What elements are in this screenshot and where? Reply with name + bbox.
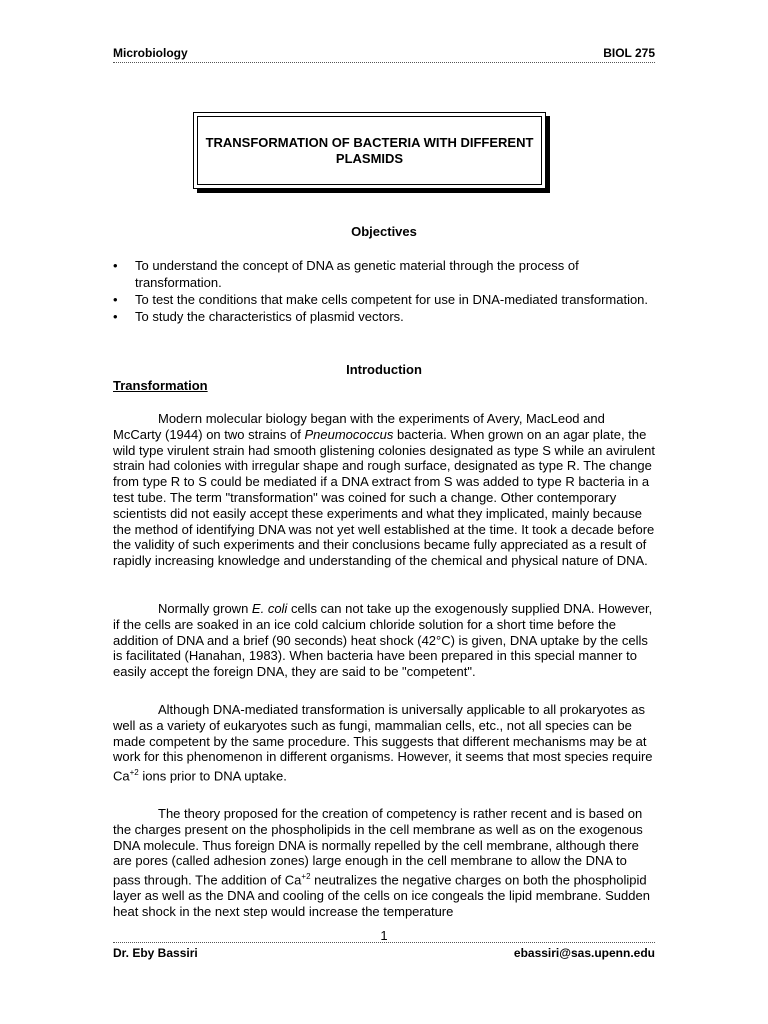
list-item-text: To understand the concept of DNA as genetic material through the process of transformation. (135, 258, 579, 290)
page-footer (113, 942, 655, 959)
paragraph-3: Although DNA-mediated transformation is universally applicable to all prokaryotes as well as a variety of eukaryotes such as fungi, mammalian cells, etc., not all species can be made competent by the same procedure. This suggests that different mechanisms may be at work for this phenomenon in different organisms. However, it seems that most species require $Ca^{+2}$ ions prior to DNA uptake. (113, 702, 653, 784)
paragraph-4: The theory proposed for the creation of competency is rather recent and is based on the charges present on the phospholipids in the cell membrane as well as on the exogenous DNA molecule. Thus foreign DNA is normally repelled by the cell membrane, although there are pores (called adhesion zones) large enough in the cell membrane to allow the DNA to pass through. The addition of $Ca^{+2}$ neutralizes the negative charges on both the phospholipid layer as well as the DNA and cooling of the cells on ice congeals the lipid membrane. Sudden heat shock in the next step would increase the temperature (113, 806, 650, 920)
paragraph-1: Modern molecular biology began with the experiments of Avery, MacLeod and McCarty (1944) on two strains of Pneumococcus bacteria. When grown on an agar plate, the wild type virulent strain had smooth glistening colonies designated as type S while an avirulent strain had colonies with irregular shape and rough surface, designated as type R. The change from type R to S could be mediated if a DNA extract from S was added to type R bacteria in a test tube. The term "transformation" was coined for such a change. Other contemporary scientists did not easily accept these experiments and what they implicated, mainly because the method of identifying DNA was not yet well established at the time. It took a decade before the validity of such experiments and their conclusions became fully appreciated as a result of rapidly increasing knowledge and understanding of the chemical and physical nature of DNA. (113, 411, 655, 569)
bullet-icon: • (113, 309, 118, 324)
paragraph-2: Normally grown E. coli cells can not take up the exogenously supplied DNA. However, if the cells are soaked in an ice cold calcium chloride solution for a short time before the addition of DNA and a brief (90 seconds) heat shock (42°C) is given, DNA uptake by the cells is facilitated (Hanahan, 1983). When bacteria have been prepared in this special manner to easily accept the foreign DNA, they are said to be "competent". (113, 601, 653, 680)
footer-email: ebassiri@sas.upenn.edu (513, 946, 655, 960)
page-header (113, 46, 655, 63)
header-course-code: BIOL 275 (603, 46, 655, 60)
list-item (113, 308, 655, 325)
page-number: 1 (380, 928, 388, 943)
header-course-name: Microbiology (113, 46, 188, 60)
transformation-subheading: Transformation (113, 378, 208, 393)
introduction-heading: Introduction (346, 362, 422, 377)
title-box (193, 112, 546, 189)
objectives-heading: Objectives (351, 224, 417, 239)
document-title: TRANSFORMATION OF BACTERIA WITH DIFFERENT PLASMIDS (205, 134, 534, 166)
ion-charge: +2 (301, 872, 311, 882)
list-item-text: To study the characteristics of plasmid vectors. (135, 309, 404, 324)
list-item (113, 291, 655, 308)
footer-author: Dr. Eby Bassiri (113, 946, 198, 960)
bullet-icon: • (113, 258, 118, 273)
list-item (113, 257, 655, 291)
objectives-list (113, 257, 655, 325)
bullet-icon: • (113, 292, 118, 307)
organism-name: E. coli (251, 601, 288, 616)
ion-charge: +2 (129, 768, 139, 778)
list-item-text: To test the conditions that make cells competent for use in DNA-mediated transformation. (135, 292, 649, 307)
organism-name: Pneumococcus (304, 426, 394, 442)
